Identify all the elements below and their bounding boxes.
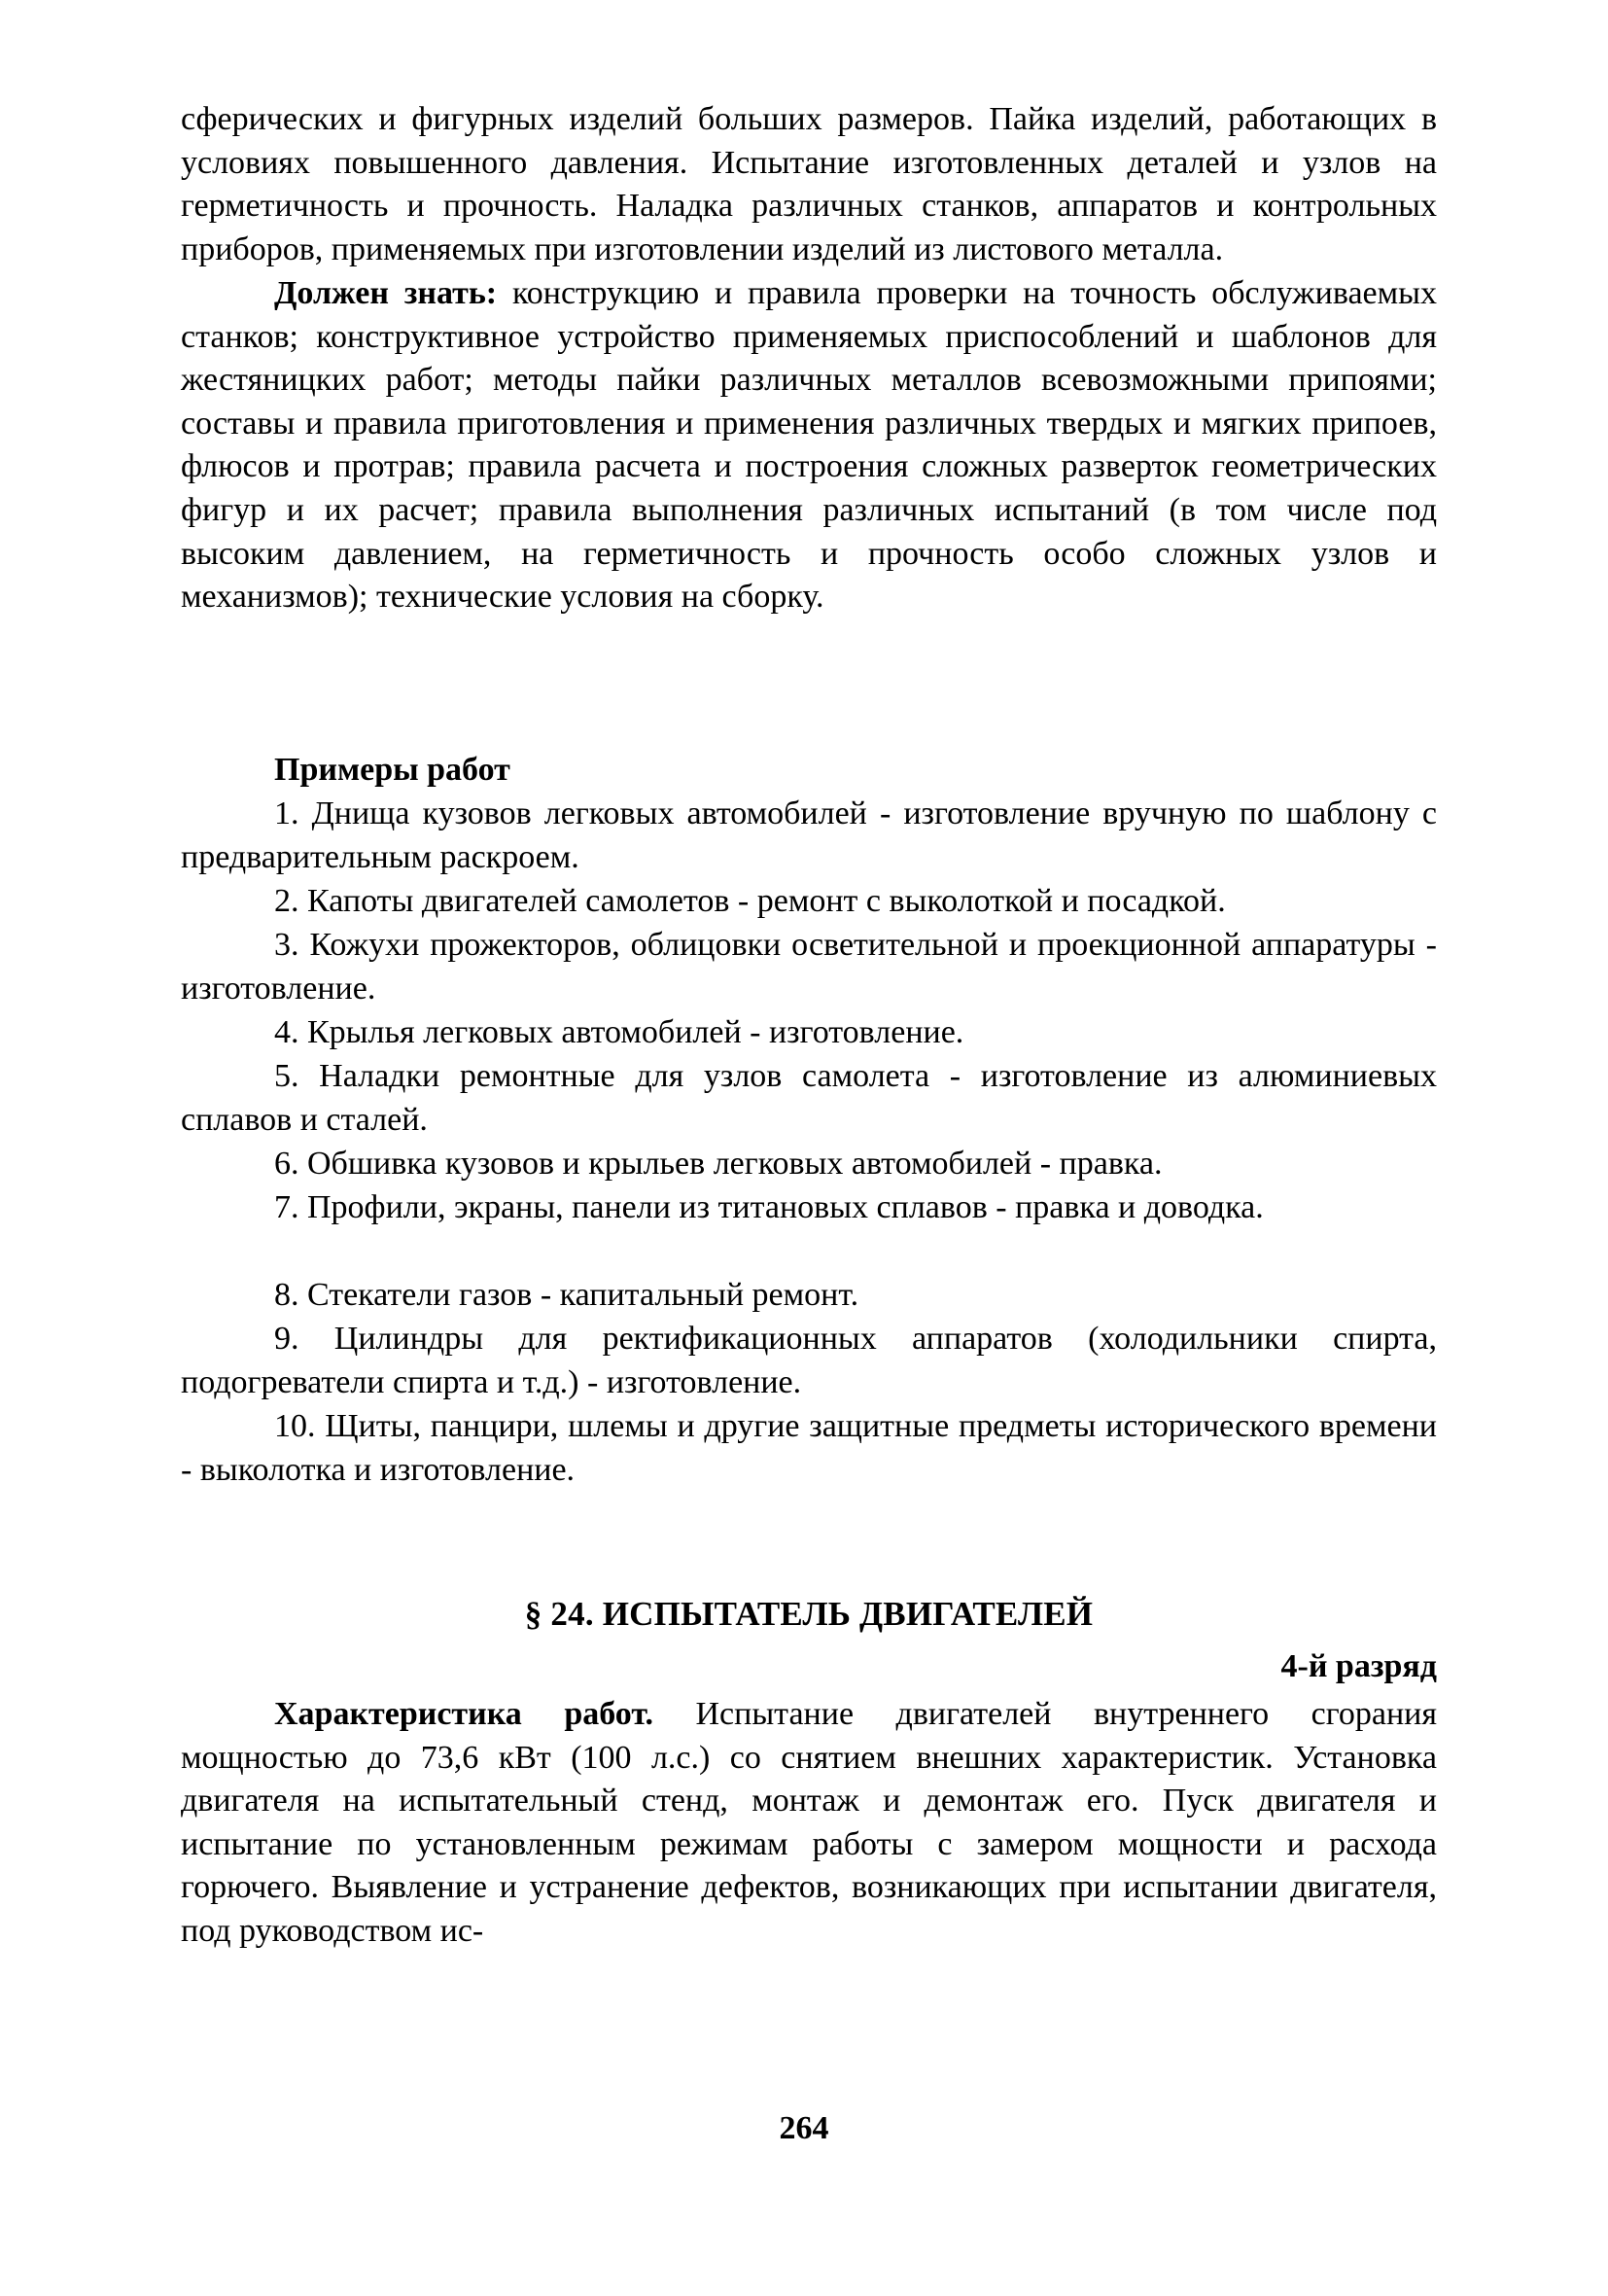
example-item: 10. Щиты, панцири, шлемы и другие защитные предметы исторического времени - выколотка и изготовление.: [181, 1408, 1437, 1488]
examples-heading: Примеры работ: [274, 752, 510, 788]
example-item: 2. Капоты двигателей самолетов - ремонт с выколоткой и посадкой.: [274, 883, 1226, 919]
example-item: 7. Профили, экраны, панели из титановых сплавов - правка и доводка.: [274, 1189, 1264, 1225]
must-know-label: Должен знать:: [274, 275, 498, 311]
must-know-paragraph: [181, 272, 1437, 619]
example-item: 9. Цилиндры для ректификационных аппаратов (холодильники спирта, подогреватели спирта и т.д.) - изготовление.: [181, 1321, 1437, 1400]
example-item: 8. Стекатели газов - капитальный ремонт.: [274, 1277, 859, 1313]
page-number: 264: [779, 2110, 829, 2146]
job-characteristics-paragraph: [181, 1693, 1437, 1954]
intro-paragraph: сферических и фигурных изделий больших размеров. Пайка изделий, работающих в условиях повышенного давления. Испытание изготовленных деталей и узлов на герметичность и прочность. Наладка различных станков, аппаратов и контрольных приборов, применяемых при изготовлении изделий из листового металла.: [181, 101, 1437, 267]
must-know-text: конструкцию и правила проверки на точность обслуживаемых станков; конструктивное устройство применяемых приспособлений и шаблонов для жестяницких работ; методы пайки различных металлов всевозможными припоями; составы и правила приготовления и применения различных твердых и мягких припоев, флюсов и протрав; правила расчета и построения сложных разверток геометрических фигур и их расчет; правила выполнения различных испытаний (в том числе под высоким давлением, на герметичность и прочность особо сложных узлов и механизмов); технические условия на сборку.: [181, 275, 1437, 616]
example-item: 5. Наладки ремонтные для узлов самолета - изготовление из алюминиевых сплавов и сталей.: [181, 1058, 1437, 1138]
section-title: § 24. ИСПЫТАТЕЛЬ ДВИГАТЕЛЕЙ: [524, 1595, 1094, 1633]
example-item: 3. Кожухи прожекторов, облицовки осветительной и проекционной аппаратуры - изготовление.: [181, 927, 1437, 1007]
example-item: 1. Днища кузовов легковых автомобилей - изготовление вручную по шаблону с предварительным раскроем.: [181, 795, 1437, 875]
example-item: 4. Крылья легковых автомобилей - изготовление.: [274, 1014, 964, 1050]
job-characteristics-text: Испытание двигателей внутреннего сгорания мощностью до 73,6 кВт (100 л.с.) со снятием внешних характеристик. Установка двигателя на испытательный стенд, монтаж и демонтаж его. Пуск двигателя и испытание по установленным режимам работы с замером мощности и расхода горючего. Выявление и устранение дефектов, возникающих при испытании двигателя, под руководством ис-: [181, 1696, 1437, 1949]
job-characteristics-label: Характеристика работ.: [274, 1696, 653, 1732]
grade-label: 4-й разряд: [1280, 1648, 1437, 1684]
example-item: 6. Обшивка кузовов и крыльев легковых автомобилей - правка.: [274, 1146, 1163, 1182]
